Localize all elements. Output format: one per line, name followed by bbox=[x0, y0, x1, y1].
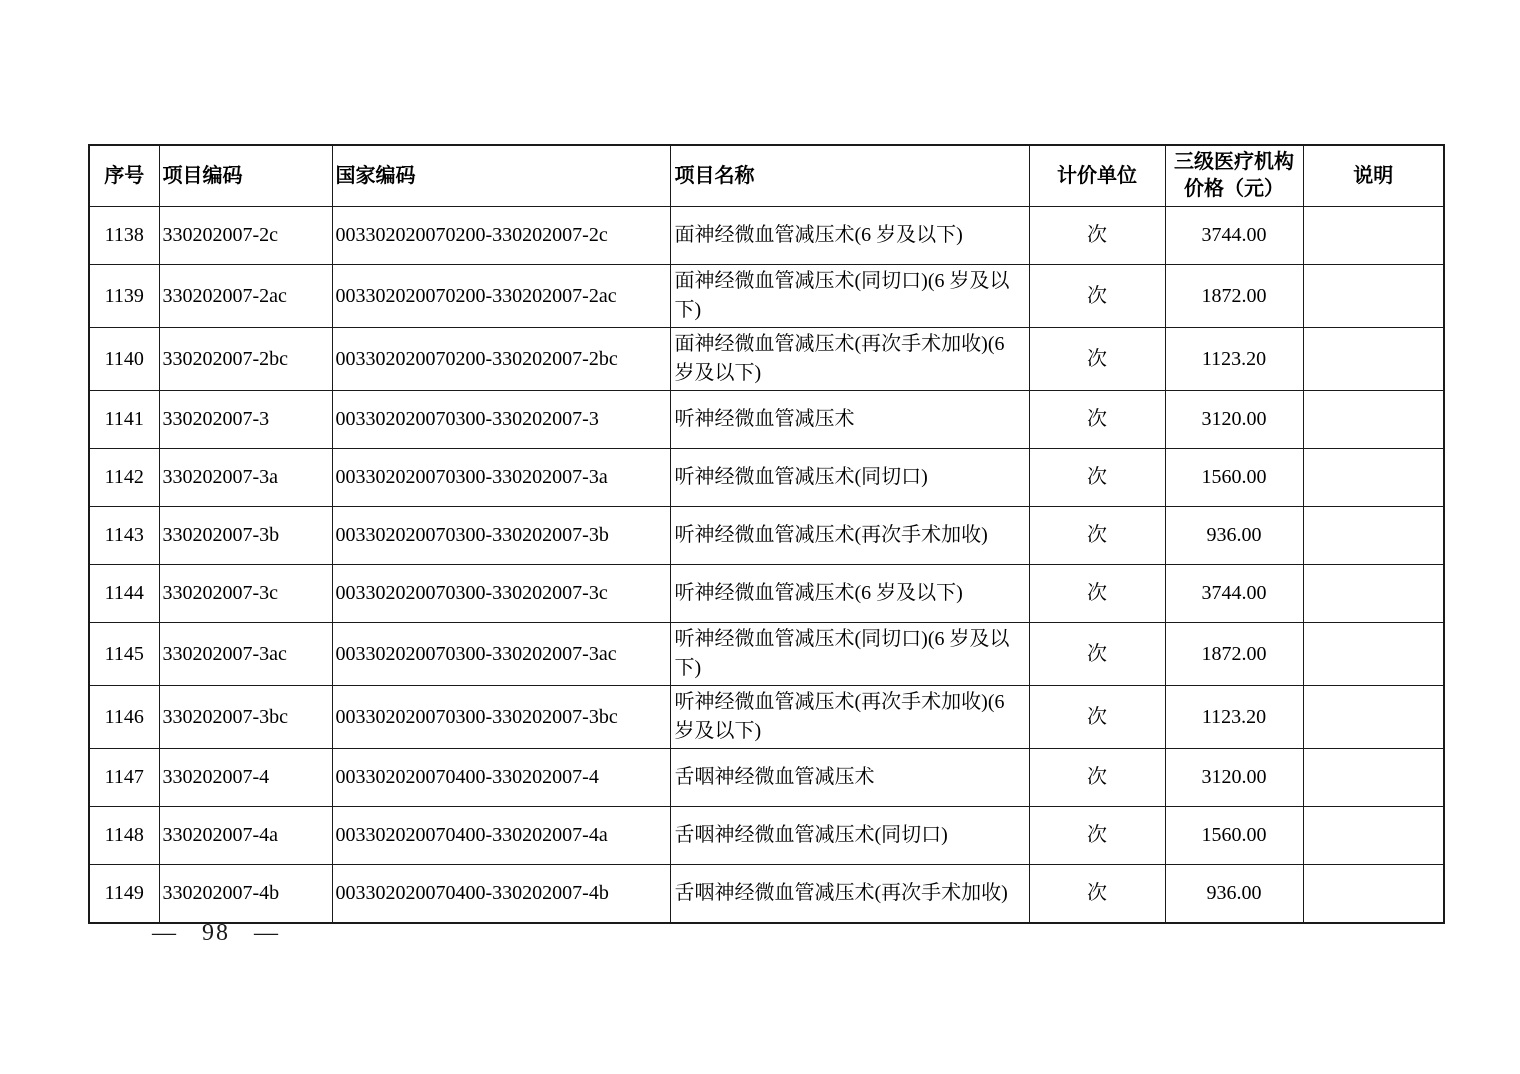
cell-unit: 次 bbox=[1029, 507, 1165, 565]
page-number: — 98 — bbox=[152, 920, 280, 946]
cell-item-name: 面神经微血管减压术(再次手术加收)(6 岁及以下) bbox=[670, 328, 1029, 391]
cell-note bbox=[1303, 865, 1444, 924]
cell-item-name: 舌咽神经微血管减压术(同切口) bbox=[670, 807, 1029, 865]
table-body bbox=[89, 207, 1444, 924]
header-price: 三级医疗机构价格（元） bbox=[1165, 145, 1303, 207]
cell-seq: 1148 bbox=[89, 807, 159, 865]
cell-item-code: 330202007-3ac bbox=[159, 623, 332, 686]
table-row bbox=[89, 623, 1444, 686]
cell-note bbox=[1303, 686, 1444, 749]
cell-item-name: 舌咽神经微血管减压术 bbox=[670, 749, 1029, 807]
cell-note bbox=[1303, 391, 1444, 449]
table-header-row bbox=[89, 145, 1444, 207]
cell-national-code: 003302020070300-330202007-3c bbox=[332, 565, 670, 623]
table-row bbox=[89, 328, 1444, 391]
cell-price: 1872.00 bbox=[1165, 623, 1303, 686]
cell-unit: 次 bbox=[1029, 207, 1165, 265]
header-unit: 计价单位 bbox=[1029, 145, 1165, 207]
cell-seq: 1149 bbox=[89, 865, 159, 924]
table-row bbox=[89, 265, 1444, 328]
cell-item-code: 330202007-3 bbox=[159, 391, 332, 449]
cell-note bbox=[1303, 749, 1444, 807]
cell-unit: 次 bbox=[1029, 565, 1165, 623]
cell-national-code: 003302020070300-330202007-3ac bbox=[332, 623, 670, 686]
table-row bbox=[89, 391, 1444, 449]
cell-price: 3120.00 bbox=[1165, 749, 1303, 807]
cell-item-code: 330202007-3bc bbox=[159, 686, 332, 749]
cell-price: 1123.20 bbox=[1165, 686, 1303, 749]
cell-national-code: 003302020070300-330202007-3 bbox=[332, 391, 670, 449]
cell-note bbox=[1303, 207, 1444, 265]
cell-price: 1560.00 bbox=[1165, 449, 1303, 507]
cell-seq: 1138 bbox=[89, 207, 159, 265]
cell-price: 1872.00 bbox=[1165, 265, 1303, 328]
cell-note bbox=[1303, 507, 1444, 565]
cell-unit: 次 bbox=[1029, 328, 1165, 391]
cell-item-name: 听神经微血管减压术(同切口)(6 岁及以下) bbox=[670, 623, 1029, 686]
medical-price-table bbox=[88, 144, 1445, 924]
cell-item-name: 听神经微血管减压术(同切口) bbox=[670, 449, 1029, 507]
cell-note bbox=[1303, 807, 1444, 865]
cell-item-code: 330202007-2ac bbox=[159, 265, 332, 328]
cell-unit: 次 bbox=[1029, 449, 1165, 507]
cell-national-code: 003302020070300-330202007-3a bbox=[332, 449, 670, 507]
header-national-code: 国家编码 bbox=[332, 145, 670, 207]
header-item-name: 项目名称 bbox=[670, 145, 1029, 207]
table-row bbox=[89, 449, 1444, 507]
header-seq: 序号 bbox=[89, 145, 159, 207]
cell-unit: 次 bbox=[1029, 865, 1165, 924]
cell-seq: 1145 bbox=[89, 623, 159, 686]
cell-national-code: 003302020070300-330202007-3b bbox=[332, 507, 670, 565]
cell-item-name: 听神经微血管减压术(6 岁及以下) bbox=[670, 565, 1029, 623]
cell-note bbox=[1303, 328, 1444, 391]
table-row bbox=[89, 565, 1444, 623]
cell-price: 1123.20 bbox=[1165, 328, 1303, 391]
cell-seq: 1146 bbox=[89, 686, 159, 749]
cell-item-name: 面神经微血管减压术(同切口)(6 岁及以下) bbox=[670, 265, 1029, 328]
table-row bbox=[89, 749, 1444, 807]
table-row bbox=[89, 686, 1444, 749]
cell-unit: 次 bbox=[1029, 623, 1165, 686]
header-item-code: 项目编码 bbox=[159, 145, 332, 207]
cell-price: 936.00 bbox=[1165, 865, 1303, 924]
cell-price: 3744.00 bbox=[1165, 565, 1303, 623]
table-header bbox=[89, 145, 1444, 207]
cell-seq: 1141 bbox=[89, 391, 159, 449]
table-row bbox=[89, 507, 1444, 565]
cell-national-code: 003302020070200-330202007-2ac bbox=[332, 265, 670, 328]
cell-seq: 1144 bbox=[89, 565, 159, 623]
cell-note bbox=[1303, 449, 1444, 507]
cell-national-code: 003302020070400-330202007-4b bbox=[332, 865, 670, 924]
cell-national-code: 003302020070400-330202007-4 bbox=[332, 749, 670, 807]
cell-item-code: 330202007-3c bbox=[159, 565, 332, 623]
cell-price: 3120.00 bbox=[1165, 391, 1303, 449]
table-row bbox=[89, 807, 1444, 865]
cell-unit: 次 bbox=[1029, 686, 1165, 749]
cell-note bbox=[1303, 565, 1444, 623]
cell-item-code: 330202007-3b bbox=[159, 507, 332, 565]
cell-seq: 1143 bbox=[89, 507, 159, 565]
cell-unit: 次 bbox=[1029, 391, 1165, 449]
cell-unit: 次 bbox=[1029, 265, 1165, 328]
cell-national-code: 003302020070200-330202007-2bc bbox=[332, 328, 670, 391]
cell-seq: 1147 bbox=[89, 749, 159, 807]
table-row bbox=[89, 207, 1444, 265]
cell-item-code: 330202007-3a bbox=[159, 449, 332, 507]
cell-unit: 次 bbox=[1029, 749, 1165, 807]
cell-national-code: 003302020070400-330202007-4a bbox=[332, 807, 670, 865]
cell-item-code: 330202007-4 bbox=[159, 749, 332, 807]
cell-note bbox=[1303, 623, 1444, 686]
cell-note bbox=[1303, 265, 1444, 328]
cell-price: 3744.00 bbox=[1165, 207, 1303, 265]
cell-item-name: 听神经微血管减压术 bbox=[670, 391, 1029, 449]
cell-national-code: 003302020070200-330202007-2c bbox=[332, 207, 670, 265]
table-row bbox=[89, 865, 1444, 924]
cell-item-name: 听神经微血管减压术(再次手术加收) bbox=[670, 507, 1029, 565]
cell-item-name: 面神经微血管减压术(6 岁及以下) bbox=[670, 207, 1029, 265]
cell-unit: 次 bbox=[1029, 807, 1165, 865]
cell-national-code: 003302020070300-330202007-3bc bbox=[332, 686, 670, 749]
cell-item-code: 330202007-4a bbox=[159, 807, 332, 865]
cell-item-code: 330202007-4b bbox=[159, 865, 332, 924]
cell-item-code: 330202007-2c bbox=[159, 207, 332, 265]
cell-seq: 1139 bbox=[89, 265, 159, 328]
header-note: 说明 bbox=[1303, 145, 1444, 207]
cell-item-code: 330202007-2bc bbox=[159, 328, 332, 391]
cell-price: 936.00 bbox=[1165, 507, 1303, 565]
cell-item-name: 听神经微血管减压术(再次手术加收)(6 岁及以下) bbox=[670, 686, 1029, 749]
cell-seq: 1140 bbox=[89, 328, 159, 391]
cell-item-name: 舌咽神经微血管减压术(再次手术加收) bbox=[670, 865, 1029, 924]
cell-price: 1560.00 bbox=[1165, 807, 1303, 865]
cell-seq: 1142 bbox=[89, 449, 159, 507]
